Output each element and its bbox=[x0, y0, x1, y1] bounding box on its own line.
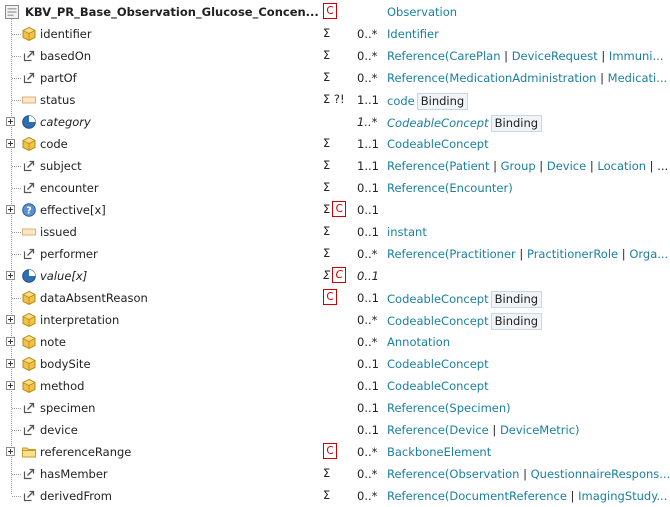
cardinality: 0..* bbox=[357, 49, 378, 63]
tree-row-dataabsentreason[interactable] bbox=[0, 287, 663, 309]
type-link[interactable]: Device bbox=[449, 423, 489, 437]
flags-cell bbox=[323, 487, 332, 505]
summary-flag: Σ bbox=[323, 135, 331, 150]
tree-connector bbox=[12, 298, 21, 299]
type-cell bbox=[387, 181, 663, 195]
summary-flag: Σ bbox=[323, 157, 331, 172]
type-link[interactable]: ) bbox=[508, 181, 513, 195]
tree-connector bbox=[12, 78, 21, 79]
type-separator: | bbox=[535, 159, 547, 173]
tree-row-hasmember[interactable] bbox=[0, 463, 670, 485]
type-link[interactable]: CodeableConcept bbox=[387, 116, 489, 130]
type-link[interactable]: Reference( bbox=[387, 247, 450, 261]
type-link[interactable]: Reference( bbox=[387, 159, 450, 173]
element-name: identifier bbox=[40, 27, 92, 41]
type-link[interactable]: CodeableConcept bbox=[387, 137, 489, 151]
summary-flag: Σ bbox=[323, 25, 331, 40]
summary-flag: Σ bbox=[323, 179, 331, 194]
type-cell bbox=[387, 71, 668, 85]
resource-icon bbox=[4, 4, 20, 20]
type-cell bbox=[387, 445, 663, 459]
expand-toggle[interactable] bbox=[6, 117, 15, 126]
type-link[interactable]: DeviceMetric bbox=[499, 423, 576, 437]
type-cell bbox=[387, 379, 663, 393]
cardinality: 0..* bbox=[357, 313, 378, 327]
tree-connector bbox=[12, 188, 21, 189]
reference-icon bbox=[21, 400, 37, 416]
element-name: value[x] bbox=[40, 269, 88, 283]
summary-flag: Σ bbox=[323, 245, 331, 260]
tree-row-status[interactable] bbox=[0, 89, 663, 111]
flags-cell bbox=[323, 201, 346, 219]
type-link[interactable]: Annotation bbox=[387, 335, 451, 349]
type-link[interactable]: DocumentReference bbox=[449, 489, 567, 503]
expand-toggle[interactable] bbox=[6, 315, 15, 324]
summary-flag: Σ bbox=[323, 487, 331, 502]
expand-toggle[interactable] bbox=[6, 447, 15, 456]
reference-icon bbox=[21, 488, 37, 504]
constraint-badge[interactable]: C bbox=[332, 201, 346, 217]
type-separator: | bbox=[566, 489, 579, 503]
tree-row-note[interactable] bbox=[0, 331, 663, 353]
type-cell bbox=[387, 159, 669, 173]
tree-root-row[interactable] bbox=[0, 1, 663, 23]
reference-icon bbox=[21, 422, 37, 438]
element-folder-icon bbox=[21, 444, 37, 460]
type-link[interactable]: Observation bbox=[449, 467, 520, 481]
type-cell bbox=[387, 27, 663, 41]
cardinality: 1..* bbox=[357, 115, 378, 129]
element-name: effective[x] bbox=[40, 203, 106, 217]
type-link[interactable]: ) bbox=[575, 423, 580, 437]
tree-connector bbox=[12, 430, 21, 431]
tree-row-derivedfrom[interactable] bbox=[0, 485, 668, 507]
summary-flag: Σ bbox=[323, 223, 331, 238]
element-name: partOf bbox=[40, 71, 77, 85]
type-link[interactable]: code bbox=[387, 94, 415, 108]
type-separator: | bbox=[519, 467, 531, 481]
tree-connector bbox=[12, 254, 21, 255]
element-name: encounter bbox=[40, 181, 99, 195]
tree-row-category[interactable] bbox=[0, 111, 663, 133]
type-link[interactable]: Specimen bbox=[449, 401, 507, 415]
constraint-badge[interactable]: C bbox=[323, 289, 337, 305]
cardinality: 1..1 bbox=[357, 93, 379, 107]
type-link[interactable]: Practitioner bbox=[449, 247, 516, 261]
cardinality: 0..1 bbox=[357, 357, 379, 371]
primitive-icon bbox=[21, 92, 37, 108]
element-name: dataAbsentReason bbox=[40, 291, 148, 305]
tree-connector bbox=[12, 100, 21, 101]
type-cell bbox=[387, 247, 669, 261]
tree-connector bbox=[12, 408, 21, 409]
type-link[interactable]: Group bbox=[500, 159, 536, 173]
cardinality: 0..* bbox=[357, 335, 378, 349]
tree-row-method[interactable] bbox=[0, 375, 663, 397]
element-name: referenceRange bbox=[40, 445, 132, 459]
flags-cell bbox=[323, 465, 332, 483]
element-name: interpretation bbox=[40, 313, 120, 327]
binding-link[interactable]: Binding bbox=[491, 313, 542, 330]
tree-connector bbox=[12, 496, 21, 497]
summary-flag: Σ bbox=[323, 465, 331, 480]
flags-cell bbox=[323, 267, 346, 285]
tree-row-bodysite[interactable] bbox=[0, 353, 663, 375]
element-name: status bbox=[40, 93, 76, 107]
flags-cell bbox=[323, 179, 332, 197]
type-link[interactable]: Reference( bbox=[387, 71, 450, 85]
type-link[interactable]: Immuni... bbox=[608, 49, 664, 63]
type-cell bbox=[387, 93, 663, 110]
type-cell bbox=[387, 115, 663, 132]
type-separator: | bbox=[515, 247, 527, 261]
datatype-icon bbox=[21, 136, 37, 152]
tree-row-performer[interactable] bbox=[0, 243, 669, 265]
type-separator: | bbox=[488, 423, 500, 437]
expand-toggle[interactable] bbox=[6, 359, 15, 368]
flags-cell bbox=[323, 289, 337, 307]
binding-link[interactable]: Binding bbox=[491, 291, 542, 308]
slice-icon bbox=[21, 114, 37, 130]
expand-toggle[interactable] bbox=[6, 337, 15, 346]
cardinality: 1..1 bbox=[357, 137, 379, 151]
tree-row-subject[interactable] bbox=[0, 155, 669, 177]
cardinality: 0..1 bbox=[357, 269, 379, 283]
summary-flag: Σ bbox=[323, 268, 331, 282]
reference-icon bbox=[21, 180, 37, 196]
type-cell bbox=[387, 137, 663, 151]
type-link[interactable]: DeviceRequest bbox=[511, 49, 598, 63]
element-name: subject bbox=[40, 159, 82, 173]
flags-cell bbox=[323, 157, 332, 175]
flags-cell bbox=[323, 443, 337, 461]
tree-row-referencerange[interactable] bbox=[0, 441, 663, 463]
binding-link[interactable]: Binding bbox=[491, 115, 542, 132]
element-name: hasMember bbox=[40, 467, 108, 481]
flags-cell bbox=[323, 245, 332, 263]
element-name: derivedFrom bbox=[40, 489, 112, 503]
type-link[interactable]: CodeableConcept bbox=[387, 314, 489, 328]
type-link[interactable]: Reference( bbox=[387, 49, 450, 63]
flags-cell bbox=[323, 69, 332, 87]
tree-row-code[interactable] bbox=[0, 133, 663, 155]
reference-icon bbox=[21, 158, 37, 174]
expand-toggle[interactable] bbox=[6, 381, 15, 390]
datatype-icon bbox=[21, 356, 37, 372]
type-cell bbox=[387, 49, 663, 63]
element-name: basedOn bbox=[40, 49, 92, 63]
element-name: performer bbox=[40, 247, 98, 261]
type-link[interactable]: Encounter bbox=[449, 181, 509, 195]
type-link[interactable]: Reference( bbox=[387, 489, 450, 503]
cardinality: 0..* bbox=[357, 489, 378, 503]
type-cell bbox=[387, 489, 668, 503]
type-link[interactable]: ImagingStudy... bbox=[578, 489, 668, 503]
type-separator: | bbox=[586, 159, 598, 173]
cardinality: 0..1 bbox=[357, 379, 379, 393]
type-separator: | bbox=[596, 71, 608, 85]
slice-icon bbox=[21, 268, 37, 284]
tree-row-partof[interactable] bbox=[0, 67, 668, 89]
type-link[interactable]: Medicati... bbox=[607, 71, 668, 85]
cardinality: 0..1 bbox=[357, 225, 379, 239]
datatype-icon bbox=[21, 334, 37, 350]
choice-icon bbox=[21, 202, 37, 218]
cardinality: 0..1 bbox=[357, 291, 379, 305]
type-cell bbox=[387, 467, 670, 481]
tree-row-device[interactable] bbox=[0, 419, 663, 441]
tree-row-value-x[interactable] bbox=[0, 265, 663, 287]
cardinality: 0..1 bbox=[357, 423, 379, 437]
type-link[interactable]: instant bbox=[387, 225, 427, 239]
datatype-icon bbox=[21, 290, 37, 306]
reference-icon bbox=[21, 246, 37, 262]
type-link[interactable]: Reference( bbox=[387, 401, 450, 415]
cardinality: 0..1 bbox=[357, 203, 379, 217]
cardinality: 0..* bbox=[357, 247, 378, 261]
type-cell bbox=[387, 357, 663, 371]
type-link[interactable]: Reference( bbox=[387, 467, 450, 481]
type-separator: | ... bbox=[646, 159, 669, 173]
cardinality: 1..1 bbox=[357, 159, 379, 173]
type-cell bbox=[387, 423, 663, 437]
flags-cell bbox=[323, 91, 347, 109]
type-cell bbox=[387, 335, 663, 349]
cardinality: 0..1 bbox=[357, 401, 379, 415]
tree-row-identifier[interactable] bbox=[0, 23, 663, 45]
svg-text:?: ? bbox=[26, 205, 32, 217]
cardinality: 0..* bbox=[357, 445, 378, 459]
type-link[interactable]: CodeableConcept bbox=[387, 292, 489, 306]
type-link[interactable]: Orga... bbox=[629, 247, 669, 261]
expand-toggle[interactable] bbox=[6, 205, 15, 214]
summary-flag: Σ bbox=[323, 69, 331, 84]
type-link[interactable]: Reference( bbox=[387, 423, 450, 437]
constraint-badge[interactable]: C bbox=[323, 3, 337, 19]
summary-flag: Σ ?! bbox=[323, 91, 345, 106]
type-link[interactable]: Location bbox=[597, 159, 647, 173]
type-link[interactable]: Reference( bbox=[387, 181, 450, 195]
type-link[interactable]: ) bbox=[506, 401, 511, 415]
summary-flag: Σ bbox=[323, 47, 331, 62]
reference-icon bbox=[21, 70, 37, 86]
element-name: note bbox=[40, 335, 66, 349]
type-link[interactable]: CodeableConcept bbox=[387, 379, 489, 393]
root-type-link[interactable]: Observation bbox=[387, 5, 458, 19]
binding-link[interactable]: Binding bbox=[417, 93, 468, 110]
tree-connector bbox=[12, 232, 21, 233]
cardinality: 0..1 bbox=[357, 181, 379, 195]
tree-row-interpretation[interactable] bbox=[0, 309, 663, 331]
tree-row-basedon[interactable] bbox=[0, 45, 663, 67]
flags-cell bbox=[323, 223, 332, 241]
root-name: KBV_PR_Base_Observation_Glucose_Concen... bbox=[25, 5, 319, 19]
element-name: issued bbox=[40, 225, 77, 239]
flags-cell bbox=[323, 135, 332, 153]
reference-icon bbox=[21, 466, 37, 482]
type-link[interactable]: CodeableConcept bbox=[387, 357, 489, 371]
flags-cell bbox=[323, 47, 332, 65]
expand-toggle[interactable] bbox=[6, 139, 15, 148]
tree-connector bbox=[12, 474, 21, 475]
summary-flag: Σ bbox=[323, 202, 331, 216]
cardinality: 0..* bbox=[357, 27, 378, 41]
type-link[interactable]: PractitionerRole bbox=[526, 247, 619, 261]
type-link[interactable]: QuestionnaireRespons... bbox=[530, 467, 670, 481]
constraint-badge[interactable]: C bbox=[323, 443, 337, 459]
type-separator: | bbox=[618, 247, 630, 261]
type-cell bbox=[387, 291, 663, 308]
flags-cell bbox=[323, 25, 332, 43]
expand-toggle[interactable] bbox=[6, 271, 15, 280]
type-link[interactable]: CarePlan bbox=[449, 49, 501, 63]
tree-row-effective-x[interactable] bbox=[0, 199, 663, 221]
cardinality: 0..* bbox=[357, 71, 378, 85]
tree-connector bbox=[12, 166, 21, 167]
type-link[interactable]: MedicationAdministration bbox=[449, 71, 597, 85]
datatype-icon bbox=[21, 378, 37, 394]
element-name: method bbox=[40, 379, 85, 393]
cardinality: 0..* bbox=[357, 467, 378, 481]
tree-row-encounter[interactable] bbox=[0, 177, 663, 199]
type-cell bbox=[387, 225, 663, 239]
element-name: code bbox=[40, 137, 68, 151]
type-cell bbox=[387, 401, 663, 415]
root-flags bbox=[323, 3, 337, 21]
element-name: category bbox=[40, 115, 91, 129]
datatype-icon bbox=[21, 312, 37, 328]
type-link[interactable]: Device bbox=[546, 159, 587, 173]
type-link[interactable]: BackboneElement bbox=[387, 445, 492, 459]
constraint-badge[interactable]: C bbox=[332, 267, 346, 283]
tree-row-issued[interactable] bbox=[0, 221, 663, 243]
type-link[interactable]: Patient bbox=[449, 159, 490, 173]
primitive-icon bbox=[21, 224, 37, 240]
element-name: specimen bbox=[40, 401, 96, 415]
reference-icon bbox=[21, 48, 37, 64]
primitive-complex-icon bbox=[21, 26, 37, 42]
element-name: bodySite bbox=[40, 357, 91, 371]
type-link[interactable]: Identifier bbox=[387, 27, 439, 41]
type-separator: | bbox=[597, 49, 609, 63]
type-separator: | bbox=[489, 159, 501, 173]
type-separator: | bbox=[500, 49, 512, 63]
type-cell bbox=[387, 313, 663, 330]
tree-connector bbox=[12, 34, 21, 35]
tree-connector bbox=[12, 56, 21, 57]
tree-row-specimen[interactable] bbox=[0, 397, 663, 419]
element-name: device bbox=[40, 423, 78, 437]
